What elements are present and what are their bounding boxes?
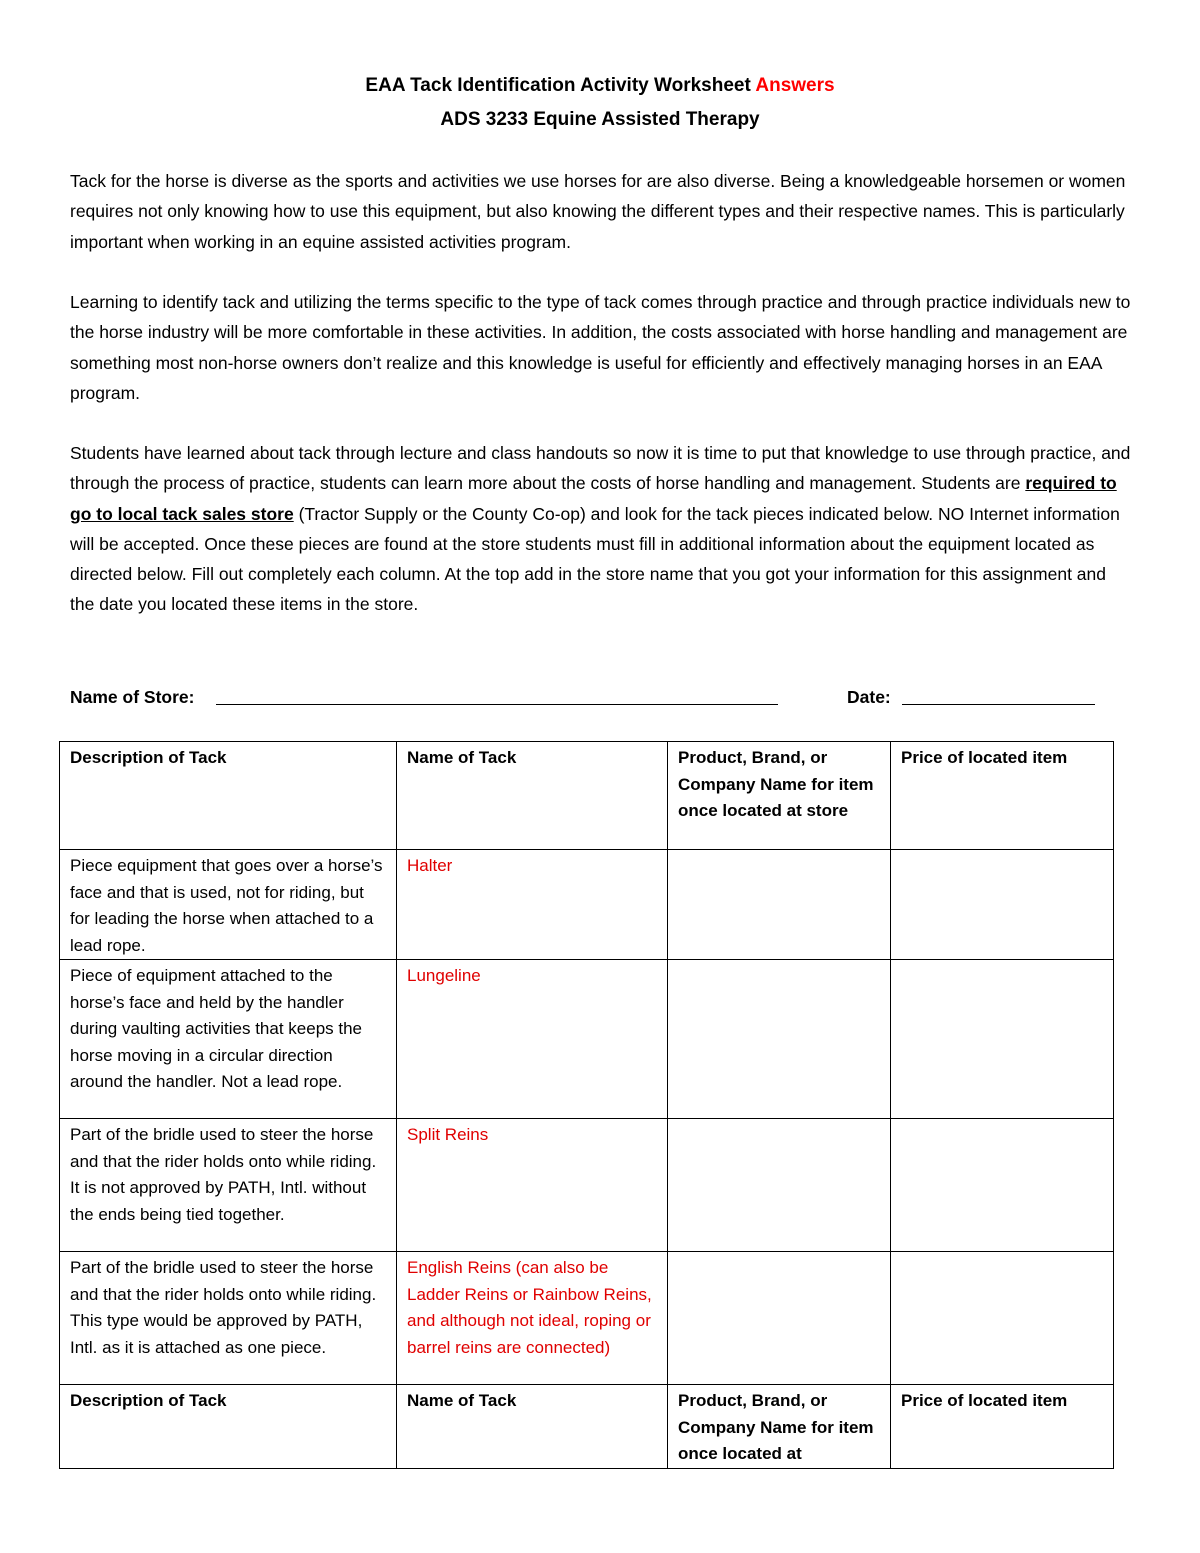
repeat-header-product: Product, Brand, or Company Name for item once located at	[668, 1385, 891, 1469]
date-blank[interactable]	[902, 704, 1095, 705]
row-tack-name: Split Reins	[397, 1119, 668, 1252]
title-main: EAA Tack Identification Activity Worksheet	[365, 75, 751, 96]
header-price: Price of located item	[891, 742, 1114, 850]
row-price-cell[interactable]	[891, 1119, 1114, 1252]
row-price-cell[interactable]	[891, 1252, 1114, 1385]
row-description: Part of the bridle used to steer the horse and that the rider holds onto while riding. It is not approved by PATH, Intl. without the ends being tied together.	[60, 1119, 397, 1252]
repeat-header-name: Name of Tack	[397, 1385, 668, 1469]
table-row	[60, 850, 1114, 960]
row-tack-name: Halter	[397, 850, 668, 960]
row-description: Piece equipment that goes over a horse’s face and that is used, not for riding, but for leading the horse when attached to a lead rope.	[60, 850, 397, 960]
header-name: Name of Tack	[397, 742, 668, 850]
table-row	[60, 960, 1114, 1119]
row-description: Piece of equipment attached to the horse’s face and held by the handler during vaulting activities that keeps the horse moving in a circular direction around the handler. Not a lead rope.	[60, 960, 397, 1119]
date-label: Date:	[847, 687, 891, 707]
row-description: Part of the bridle used to steer the horse and that the rider holds onto while riding. This type would be approved by PATH, Intl. as it is attached as one piece.	[60, 1252, 397, 1385]
row-product-cell[interactable]	[668, 1252, 891, 1385]
learning-paragraph: Learning to identify tack and utilizing the terms specific to the type of tack comes through practice and through practice individuals new to the horse industry will be more comfortable in these activities. In addition, the costs associated with horse handling and management are something most non-horse owners don’t realize and this knowledge is useful for efficiently and effectively managing horses in an EAA program.	[70, 292, 1131, 403]
header-description: Description of Tack	[60, 742, 397, 850]
row-price-cell[interactable]	[891, 960, 1114, 1119]
repeat-header-price: Price of located item	[891, 1385, 1114, 1469]
table-row	[60, 1119, 1114, 1252]
required-store-visit: required to go to local tack sales store	[70, 473, 1117, 524]
course-subtitle: ADS 3233 Equine Assisted Therapy	[440, 109, 760, 130]
instructions-text-a: Students have learned about tack through lecture and class handouts so now it is time to put that knowledge to use through practice, and through the process of practice, students can learn more about the costs of horse handling and management. Students are	[70, 443, 1131, 494]
title-answers: Answers	[755, 75, 835, 96]
store-name-label: Name of Store:	[70, 687, 195, 707]
tack-table	[59, 741, 1114, 1469]
row-product-cell[interactable]	[668, 1119, 891, 1252]
header-product: Product, Brand, or Company Name for item once located at store	[668, 742, 891, 850]
instructions-paragraph	[70, 438, 1135, 620]
repeat-header-description: Description of Tack	[60, 1385, 397, 1469]
table-header-row	[60, 742, 1114, 850]
row-product-cell[interactable]	[668, 960, 891, 1119]
store-name-blank[interactable]	[216, 704, 778, 705]
row-product-cell[interactable]	[668, 850, 891, 960]
intro-paragraph: Tack for the horse is diverse as the sports and activities we use horses for are also diverse. Being a knowledgeable horsemen or women requires not only knowing how to use this equipment, but also knowing the different types and their respective names. This is particularly important when working in an equine assisted activities program.	[70, 171, 1126, 252]
worksheet-title	[0, 74, 1200, 98]
row-tack-name: Lungeline	[397, 960, 668, 1119]
table-row	[60, 1252, 1114, 1385]
row-tack-name: English Reins (can also be Ladder Reins or Rainbow Reins, and although not ideal, roping or barrel reins are connected)	[397, 1252, 668, 1385]
row-price-cell[interactable]	[891, 850, 1114, 960]
table-repeat-header-row	[60, 1385, 1114, 1469]
instructions-text-b: (Tractor Supply or the County Co-op) and look for the tack pieces indicated below. NO Internet information will be accepted. Once these pieces are found at the store students must fill in additional information about the equipment located as directed below. Fill out completely each column. At the top add in the store name that you got your information for this assignment and the date you located these items in the store.	[70, 503, 1120, 615]
